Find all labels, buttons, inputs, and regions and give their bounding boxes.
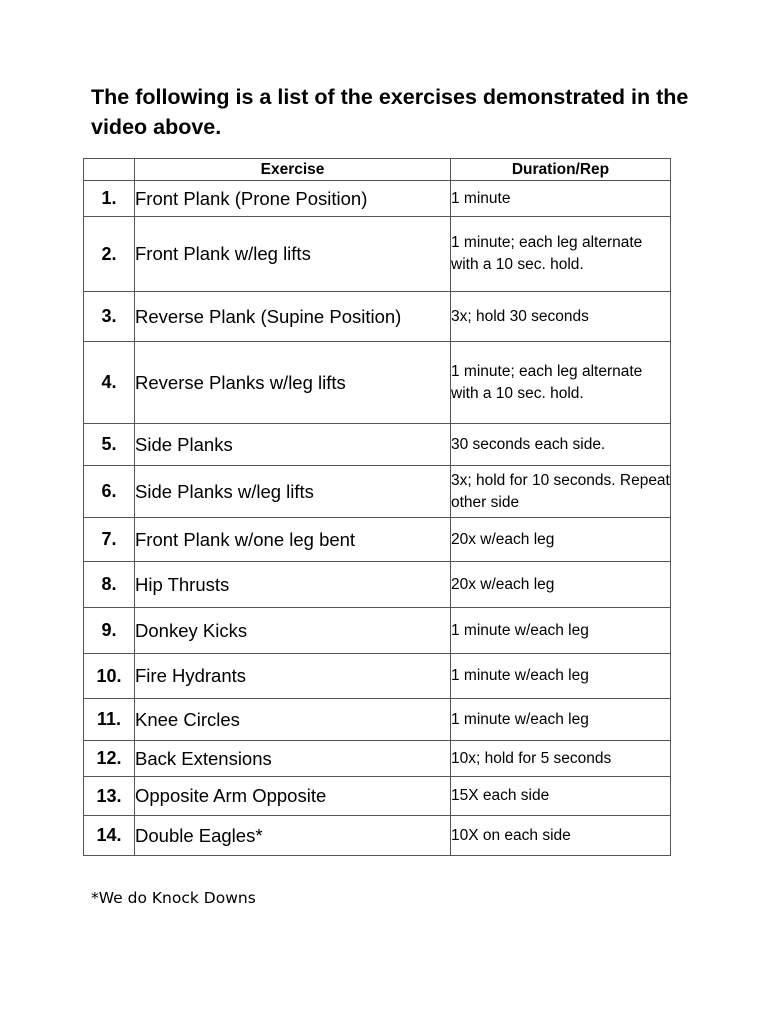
header-duration: Duration/Rep xyxy=(451,159,671,181)
exercise-table xyxy=(83,158,671,856)
header-exercise: Exercise xyxy=(135,159,451,181)
row-duration: 1 minute w/each leg xyxy=(451,699,671,741)
row-number: 7. xyxy=(84,518,135,562)
row-number: 5. xyxy=(84,424,135,466)
row-exercise: Front Plank w/leg lifts xyxy=(135,217,451,292)
row-number: 13. xyxy=(84,777,135,816)
row-duration: 20x w/each leg xyxy=(451,562,671,608)
table-row xyxy=(84,466,671,518)
table-row xyxy=(84,777,671,816)
table-header-row xyxy=(84,159,671,181)
table-row xyxy=(84,217,671,292)
row-number: 14. xyxy=(84,816,135,856)
table-row xyxy=(84,181,671,217)
table-row xyxy=(84,654,671,699)
row-exercise: Hip Thrusts xyxy=(135,562,451,608)
row-duration: 3x; hold 30 seconds xyxy=(451,292,671,342)
row-exercise: Reverse Plank (Supine Position) xyxy=(135,292,451,342)
row-exercise: Donkey Kicks xyxy=(135,608,451,654)
row-exercise: Reverse Planks w/leg lifts xyxy=(135,342,451,424)
row-duration: 1 minute; each leg alternate with a 10 sec. hold. xyxy=(451,217,671,292)
row-number: 8. xyxy=(84,562,135,608)
row-duration: 20x w/each leg xyxy=(451,518,671,562)
row-exercise: Front Plank (Prone Position) xyxy=(135,181,451,217)
row-exercise: Side Planks xyxy=(135,424,451,466)
row-duration: 3x; hold for 10 seconds. Repeat other side xyxy=(451,466,671,518)
header-number xyxy=(84,159,135,181)
row-number: 3. xyxy=(84,292,135,342)
table-row xyxy=(84,741,671,777)
table-row xyxy=(84,562,671,608)
row-duration: 1 minute w/each leg xyxy=(451,654,671,699)
row-duration: 1 minute w/each leg xyxy=(451,608,671,654)
row-number: 6. xyxy=(84,466,135,518)
row-duration: 1 minute; each leg alternate with a 10 sec. hold. xyxy=(451,342,671,424)
row-number: 10. xyxy=(84,654,135,699)
table-row xyxy=(84,816,671,856)
row-exercise: Fire Hydrants xyxy=(135,654,451,699)
row-duration: 1 minute xyxy=(451,181,671,217)
table-row xyxy=(84,292,671,342)
row-exercise: Double Eagles* xyxy=(135,816,451,856)
row-exercise: Back Extensions xyxy=(135,741,451,777)
table-row xyxy=(84,518,671,562)
row-duration: 10x; hold for 5 seconds xyxy=(451,741,671,777)
table-row xyxy=(84,342,671,424)
row-duration: 15X each side xyxy=(451,777,671,816)
page-heading: The following is a list of the exercises demonstrated in the video above. xyxy=(91,85,689,139)
row-number: 11. xyxy=(84,699,135,741)
row-exercise: Opposite Arm Opposite xyxy=(135,777,451,816)
table-row xyxy=(84,424,671,466)
row-number: 2. xyxy=(84,217,135,292)
row-exercise: Side Planks w/leg lifts xyxy=(135,466,451,518)
row-exercise: Knee Circles xyxy=(135,699,451,741)
table-row xyxy=(84,699,671,741)
row-duration: 10X on each side xyxy=(451,816,671,856)
row-number: 1. xyxy=(84,181,135,217)
row-number: 9. xyxy=(84,608,135,654)
row-duration: 30 seconds each side. xyxy=(451,424,671,466)
row-number: 12. xyxy=(84,741,135,777)
row-exercise: Front Plank w/one leg bent xyxy=(135,518,451,562)
row-number: 4. xyxy=(84,342,135,424)
table-row xyxy=(84,608,671,654)
footnote: *We do Knock Downs xyxy=(91,889,256,907)
